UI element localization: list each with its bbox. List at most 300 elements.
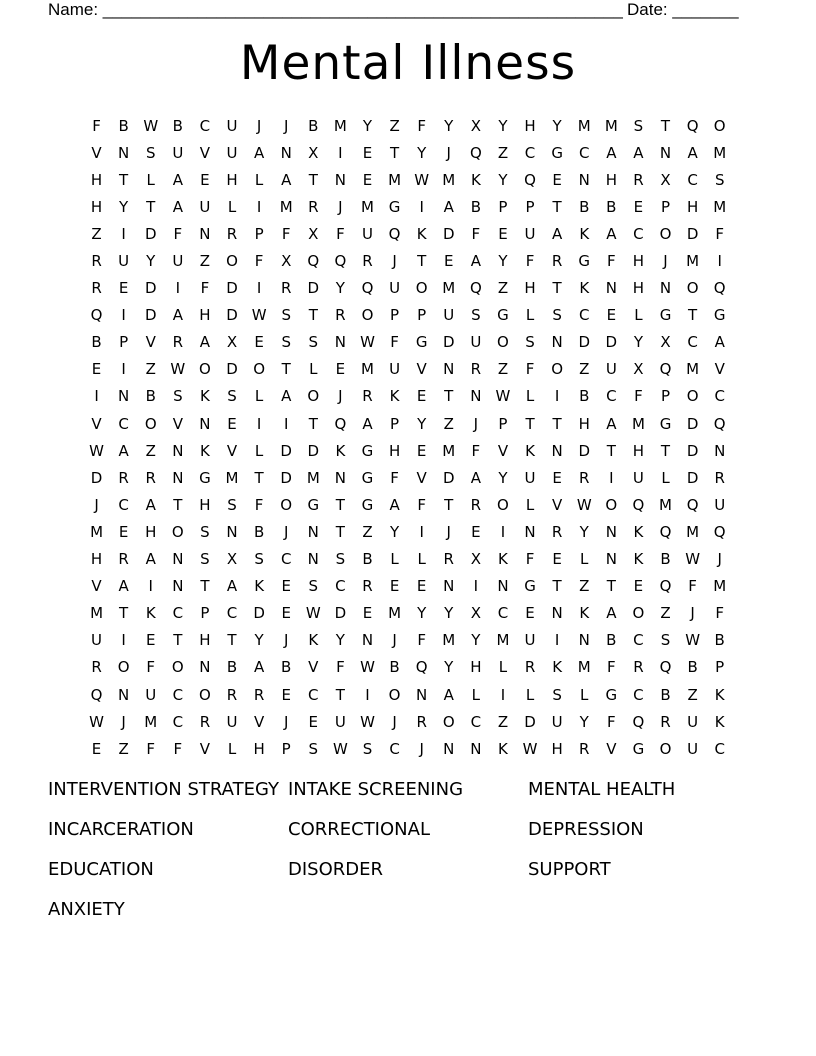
grid-letter[interactable]: E [91, 360, 102, 379]
grid-letter[interactable]: K [254, 577, 265, 596]
grid-letter[interactable]: S [471, 306, 481, 325]
grid-letter[interactable]: A [633, 143, 644, 162]
grid-letter[interactable]: T [444, 387, 454, 406]
grid-letter[interactable]: N [497, 577, 509, 596]
grid-letter[interactable]: U [687, 739, 699, 758]
grid-letter[interactable]: D [442, 468, 455, 487]
grid-letter[interactable]: F [417, 495, 426, 514]
grid-letter[interactable]: G [415, 333, 428, 352]
grid-letter[interactable]: P [119, 333, 129, 352]
grid-letter[interactable]: N [443, 739, 455, 758]
grid-letter[interactable]: F [254, 495, 264, 514]
grid-letter[interactable]: O [497, 333, 509, 352]
grid-letter[interactable]: P [417, 306, 427, 325]
grid-letter[interactable]: I [419, 522, 424, 541]
grid-letter[interactable]: V [226, 441, 238, 460]
grid-letter[interactable]: K [498, 550, 508, 569]
grid-letter[interactable]: O [117, 658, 130, 677]
grid-letter[interactable]: D [578, 441, 591, 460]
grid-letter[interactable]: U [443, 306, 455, 325]
grid-letter[interactable]: U [524, 468, 536, 487]
grid-letter[interactable]: X [226, 550, 238, 569]
grid-letter[interactable]: A [362, 414, 373, 433]
grid-letter[interactable]: J [283, 631, 289, 650]
grid-letter[interactable]: R [470, 495, 482, 514]
grid-letter[interactable]: A [606, 224, 617, 243]
grid-letter[interactable]: B [118, 116, 129, 135]
grid-letter[interactable]: H [632, 441, 645, 460]
grid-letter[interactable]: C [226, 604, 238, 623]
grid-letter[interactable]: N [280, 143, 292, 162]
grid-letter[interactable]: N [551, 333, 563, 352]
grid-letter[interactable]: V [416, 468, 427, 487]
grid-letter[interactable]: N [118, 685, 130, 704]
grid-letter[interactable]: M [442, 441, 456, 460]
grid-letter[interactable]: Z [497, 279, 509, 298]
grid-letter[interactable]: J [121, 712, 126, 731]
grid-letter[interactable]: U [172, 252, 184, 271]
grid-letter[interactable]: L [390, 550, 399, 569]
grid-letter[interactable]: R [145, 468, 156, 487]
grid-letter[interactable]: N [578, 170, 590, 189]
grid-letter[interactable]: U [361, 224, 373, 243]
grid-letter[interactable]: F [390, 333, 399, 352]
grid-letter[interactable]: B [579, 387, 590, 406]
grid-letter[interactable]: Q [686, 116, 699, 135]
grid-letter[interactable]: K [633, 550, 644, 569]
grid-letter[interactable]: G [497, 306, 509, 325]
grid-letter[interactable]: B [606, 631, 617, 650]
grid-letter[interactable]: D [307, 279, 320, 298]
grid-letter[interactable]: E [416, 387, 427, 406]
grid-letter[interactable]: G [361, 441, 374, 460]
grid-letter[interactable]: M [333, 116, 347, 135]
grid-letter[interactable]: E [633, 577, 644, 596]
grid-letter[interactable]: O [199, 685, 211, 704]
grid-letter[interactable]: T [146, 197, 156, 216]
grid-letter[interactable]: Y [335, 631, 345, 650]
grid-letter[interactable]: J [717, 550, 722, 569]
grid-letter[interactable]: H [145, 522, 157, 541]
grid-letter[interactable]: G [659, 414, 672, 433]
grid-letter[interactable]: U [605, 360, 617, 379]
grid-letter[interactable]: I [717, 252, 722, 271]
grid-letter[interactable]: Y [146, 252, 156, 271]
grid-letter[interactable]: P [254, 224, 264, 243]
grid-letter[interactable]: F [715, 224, 725, 243]
grid-letter[interactable]: A [606, 143, 617, 162]
grid-letter[interactable]: J [283, 522, 289, 541]
grid-letter[interactable]: N [118, 143, 130, 162]
grid-letter[interactable]: K [416, 224, 427, 243]
grid-letter[interactable]: E [552, 170, 562, 189]
grid-letter[interactable]: Q [388, 224, 401, 243]
grid-letter[interactable]: S [308, 333, 319, 352]
grid-letter[interactable]: B [714, 631, 725, 650]
grid-letter[interactable]: C [633, 685, 644, 704]
grid-letter[interactable]: Y [389, 522, 400, 541]
grid-letter[interactable]: Q [659, 360, 672, 379]
grid-letter[interactable]: A [470, 252, 481, 271]
grid-letter[interactable]: Q [307, 252, 320, 271]
grid-letter[interactable]: A [281, 170, 292, 189]
grid-letter[interactable]: W [360, 712, 375, 731]
grid-letter[interactable]: O [199, 360, 211, 379]
grid-letter[interactable]: S [227, 495, 237, 514]
grid-letter[interactable]: J [392, 712, 397, 731]
grid-letter[interactable]: P [525, 197, 535, 216]
grid-letter[interactable]: P [715, 658, 725, 677]
grid-letter[interactable]: K [525, 441, 535, 460]
grid-letter[interactable]: O [686, 279, 699, 298]
grid-letter[interactable]: B [660, 550, 671, 569]
grid-letter[interactable]: Q [90, 685, 103, 704]
grid-letter[interactable]: V [497, 441, 509, 460]
grid-letter[interactable]: D [226, 279, 238, 298]
grid-letter[interactable]: A [253, 658, 265, 677]
grid-letter[interactable]: N [334, 468, 346, 487]
grid-letter[interactable]: K [200, 387, 210, 406]
grid-letter[interactable]: L [146, 170, 155, 189]
grid-letter[interactable]: V [606, 739, 617, 758]
grid-letter[interactable]: H [578, 414, 590, 433]
grid-letter[interactable]: Z [687, 685, 698, 704]
grid-letter[interactable]: O [171, 658, 184, 677]
grid-letter[interactable]: N [578, 631, 590, 650]
grid-letter[interactable]: D [144, 306, 157, 325]
grid-letter[interactable]: V [91, 143, 102, 162]
grid-letter[interactable]: L [227, 197, 237, 216]
grid-letter[interactable]: F [200, 279, 210, 298]
grid-letter[interactable]: R [172, 333, 184, 352]
grid-letter[interactable]: B [470, 197, 481, 216]
grid-letter[interactable]: H [90, 170, 103, 189]
grid-letter[interactable]: B [579, 197, 590, 216]
grid-letter[interactable]: J [663, 252, 668, 271]
grid-letter[interactable]: U [226, 143, 238, 162]
grid-letter[interactable]: N [659, 143, 672, 162]
grid-letter[interactable]: Y [417, 143, 427, 162]
grid-letter[interactable]: E [308, 712, 319, 731]
grid-letter[interactable]: A [145, 495, 156, 514]
grid-letter[interactable]: B [253, 522, 265, 541]
grid-letter[interactable]: M [388, 170, 402, 189]
grid-letter[interactable]: K [498, 739, 508, 758]
grid-letter[interactable]: R [443, 550, 454, 569]
grid-letter[interactable]: H [470, 658, 482, 677]
grid-letter[interactable]: R [118, 468, 129, 487]
grid-letter[interactable]: E [444, 252, 454, 271]
grid-letter[interactable]: L [471, 685, 481, 704]
grid-letter[interactable]: A [118, 441, 129, 460]
grid-letter[interactable]: H [90, 550, 103, 569]
grid-letter[interactable]: K [633, 522, 644, 541]
grid-letter[interactable]: B [389, 658, 400, 677]
grid-letter[interactable]: S [308, 577, 319, 596]
grid-letter[interactable]: H [199, 495, 211, 514]
grid-letter[interactable]: A [552, 224, 563, 243]
grid-letter[interactable]: B [606, 197, 617, 216]
grid-letter[interactable]: O [659, 224, 672, 243]
grid-letter[interactable]: O [280, 495, 293, 514]
grid-letter[interactable]: J [446, 143, 451, 162]
grid-letter[interactable]: R [199, 712, 211, 731]
grid-letter[interactable]: Z [362, 522, 373, 541]
grid-letter[interactable]: Z [118, 739, 129, 758]
grid-letter[interactable]: A [687, 143, 698, 162]
grid-letter[interactable]: D [442, 224, 455, 243]
grid-letter[interactable]: L [634, 306, 643, 325]
grid-letter[interactable]: U [226, 712, 238, 731]
grid-letter[interactable]: T [335, 685, 345, 704]
grid-letter[interactable]: W [576, 495, 592, 514]
grid-letter[interactable]: F [146, 658, 156, 677]
grid-letter[interactable]: D [686, 468, 699, 487]
grid-letter[interactable]: R [714, 468, 725, 487]
grid-letter[interactable]: V [91, 414, 102, 433]
grid-letter[interactable]: Y [498, 468, 508, 487]
grid-letter[interactable]: W [495, 387, 511, 406]
grid-letter[interactable]: M [631, 414, 645, 433]
grid-letter[interactable]: W [685, 631, 701, 650]
grid-letter[interactable]: P [660, 387, 671, 406]
grid-letter[interactable]: N [118, 387, 130, 406]
grid-letter[interactable]: R [633, 658, 644, 677]
grid-letter[interactable]: W [170, 360, 186, 379]
grid-letter[interactable]: L [525, 387, 535, 406]
grid-letter[interactable]: L [580, 685, 589, 704]
grid-letter[interactable]: H [90, 197, 103, 216]
grid-letter[interactable]: I [500, 685, 506, 704]
grid-letter[interactable]: Q [659, 658, 672, 677]
grid-letter[interactable]: N [551, 441, 563, 460]
grid-letter[interactable]: G [605, 685, 618, 704]
grid-letter[interactable]: C [687, 333, 698, 352]
grid-letter[interactable]: D [280, 468, 292, 487]
grid-letter[interactable]: N [199, 658, 211, 677]
grid-letter[interactable]: W [332, 739, 348, 758]
grid-letter[interactable]: E [91, 739, 102, 758]
grid-letter[interactable]: Y [444, 604, 454, 623]
grid-letter[interactable]: I [175, 279, 181, 298]
grid-letter[interactable]: R [91, 279, 102, 298]
grid-letter[interactable]: H [632, 279, 645, 298]
grid-letter[interactable]: A [443, 685, 454, 704]
grid-letter[interactable]: I [365, 685, 370, 704]
grid-letter[interactable]: E [525, 604, 535, 623]
grid-letter[interactable]: I [148, 577, 153, 596]
grid-letter[interactable]: N [443, 360, 455, 379]
date-field[interactable]: Date: _______ [627, 0, 739, 19]
grid-letter[interactable]: Y [633, 333, 643, 352]
grid-letter[interactable]: R [335, 306, 346, 325]
grid-letter[interactable]: X [470, 550, 481, 569]
grid-letter[interactable]: B [308, 116, 319, 135]
grid-letter[interactable]: C [578, 143, 590, 162]
grid-letter[interactable]: T [281, 360, 291, 379]
grid-letter[interactable]: I [500, 522, 506, 541]
grid-letter[interactable]: R [308, 197, 319, 216]
grid-letter[interactable]: L [254, 441, 264, 460]
grid-letter[interactable]: Q [632, 712, 645, 731]
grid-letter[interactable]: W [89, 441, 104, 460]
grid-letter[interactable]: K [470, 170, 481, 189]
grid-letter[interactable]: E [552, 550, 562, 569]
grid-letter[interactable]: D [686, 441, 699, 460]
grid-letter[interactable]: E [471, 522, 481, 541]
grid-letter[interactable]: O [713, 116, 726, 135]
grid-letter[interactable]: G [713, 306, 726, 325]
grid-letter[interactable]: W [89, 712, 104, 731]
grid-letter[interactable]: A [470, 468, 481, 487]
grid-letter[interactable]: G [659, 306, 672, 325]
grid-letter[interactable]: T [119, 170, 129, 189]
grid-letter[interactable]: P [498, 197, 508, 216]
grid-letter[interactable]: Y [471, 631, 481, 650]
grid-letter[interactable]: B [687, 658, 698, 677]
grid-letter[interactable]: Y [444, 658, 454, 677]
grid-letter[interactable]: F [92, 116, 101, 135]
grid-letter[interactable]: F [146, 739, 156, 758]
grid-letter[interactable]: V [172, 414, 183, 433]
grid-letter[interactable]: V [714, 360, 725, 379]
grid-letter[interactable]: M [686, 252, 700, 271]
grid-letter[interactable]: S [281, 333, 291, 352]
grid-letter[interactable]: Q [686, 495, 699, 514]
grid-letter[interactable]: W [251, 306, 267, 325]
grid-letter[interactable]: F [525, 550, 535, 569]
grid-letter[interactable]: Y [417, 414, 427, 433]
grid-letter[interactable]: N [307, 522, 319, 541]
grid-letter[interactable]: I [473, 577, 479, 596]
grid-letter[interactable]: F [688, 577, 697, 596]
grid-letter[interactable]: L [498, 658, 508, 677]
grid-letter[interactable]: R [470, 360, 482, 379]
grid-letter[interactable]: N [361, 631, 374, 650]
grid-letter[interactable]: C [497, 604, 509, 623]
grid-letter[interactable]: N [605, 279, 617, 298]
grid-letter[interactable]: Z [145, 360, 156, 379]
grid-letter[interactable]: J [338, 197, 343, 216]
grid-letter[interactable]: N [605, 522, 617, 541]
grid-letter[interactable]: T [173, 495, 183, 514]
grid-letter[interactable]: S [173, 387, 183, 406]
grid-letter[interactable]: Q [659, 577, 672, 596]
grid-letter[interactable]: T [227, 631, 237, 650]
grid-letter[interactable]: R [91, 658, 102, 677]
grid-letter[interactable]: D [334, 604, 347, 623]
grid-letter[interactable]: X [308, 224, 319, 243]
grid-letter[interactable]: F [254, 252, 264, 271]
grid-letter[interactable]: S [552, 685, 562, 704]
grid-letter[interactable]: X [470, 116, 481, 135]
grid-letter[interactable]: R [660, 712, 671, 731]
grid-letter[interactable]: L [417, 550, 426, 569]
grid-letter[interactable]: C [714, 739, 725, 758]
grid-letter[interactable]: E [389, 577, 400, 596]
grid-letter[interactable]: Q [632, 495, 645, 514]
grid-letter[interactable]: Q [659, 522, 672, 541]
grid-letter[interactable]: J [338, 387, 343, 406]
grid-letter[interactable]: F [417, 116, 426, 135]
grid-letter[interactable]: R [524, 658, 536, 677]
grid-letter[interactable]: E [633, 197, 644, 216]
grid-letter[interactable]: U [334, 712, 346, 731]
grid-letter[interactable]: M [713, 143, 727, 162]
grid-letter[interactable]: Y [335, 279, 345, 298]
grid-letter[interactable]: A [389, 495, 400, 514]
grid-letter[interactable]: Z [91, 224, 102, 243]
grid-letter[interactable]: F [634, 387, 643, 406]
grid-letter[interactable]: V [253, 712, 265, 731]
grid-letter[interactable]: R [253, 685, 265, 704]
grid-letter[interactable]: K [714, 685, 725, 704]
grid-letter[interactable]: K [200, 441, 210, 460]
grid-letter[interactable]: R [416, 712, 427, 731]
grid-letter[interactable]: B [172, 116, 183, 135]
grid-letter[interactable]: T [308, 306, 318, 325]
grid-letter[interactable]: C [199, 116, 211, 135]
grid-letter[interactable]: Z [497, 360, 509, 379]
grid-letter[interactable]: Y [254, 631, 264, 650]
grid-letter[interactable]: E [552, 468, 562, 487]
grid-letter[interactable]: S [200, 522, 210, 541]
grid-letter[interactable]: T [552, 197, 562, 216]
grid-letter[interactable]: U [226, 116, 238, 135]
grid-letter[interactable]: D [90, 468, 103, 487]
grid-letter[interactable]: I [256, 279, 262, 298]
grid-letter[interactable]: I [338, 143, 343, 162]
grid-letter[interactable]: I [256, 414, 262, 433]
grid-letter[interactable]: M [306, 468, 320, 487]
grid-letter[interactable]: S [145, 143, 156, 162]
grid-letter[interactable]: C [633, 631, 644, 650]
grid-letter[interactable]: C [172, 604, 184, 623]
grid-letter[interactable]: N [605, 550, 617, 569]
grid-letter[interactable]: P [660, 197, 671, 216]
grid-letter[interactable]: A [606, 414, 617, 433]
grid-letter[interactable]: A [281, 387, 292, 406]
grid-letter[interactable]: S [227, 387, 237, 406]
grid-letter[interactable]: Z [199, 252, 211, 271]
grid-letter[interactable]: O [442, 712, 455, 731]
grid-letter[interactable]: M [577, 658, 591, 677]
grid-letter[interactable]: R [579, 739, 590, 758]
grid-letter[interactable]: D [226, 306, 238, 325]
grid-letter[interactable]: F [607, 712, 616, 731]
grid-letter[interactable]: F [417, 631, 426, 650]
grid-letter[interactable]: M [442, 631, 456, 650]
grid-letter[interactable]: N [199, 224, 211, 243]
grid-letter[interactable]: Q [469, 279, 482, 298]
grid-letter[interactable]: T [606, 577, 616, 596]
grid-letter[interactable]: C [714, 387, 725, 406]
grid-letter[interactable]: A [199, 333, 211, 352]
grid-letter[interactable]: M [713, 197, 727, 216]
grid-letter[interactable]: C [606, 387, 617, 406]
grid-letter[interactable]: K [389, 387, 400, 406]
grid-letter[interactable]: R [362, 387, 373, 406]
grid-letter[interactable]: P [390, 414, 400, 433]
grid-letter[interactable]: E [254, 333, 264, 352]
grid-letter[interactable]: S [525, 333, 535, 352]
grid-letter[interactable]: C [578, 306, 590, 325]
grid-letter[interactable]: T [552, 577, 562, 596]
grid-letter[interactable]: S [633, 116, 644, 135]
grid-letter[interactable]: W [305, 604, 321, 623]
grid-letter[interactable]: Y [498, 116, 508, 135]
grid-letter[interactable]: A [118, 577, 129, 596]
